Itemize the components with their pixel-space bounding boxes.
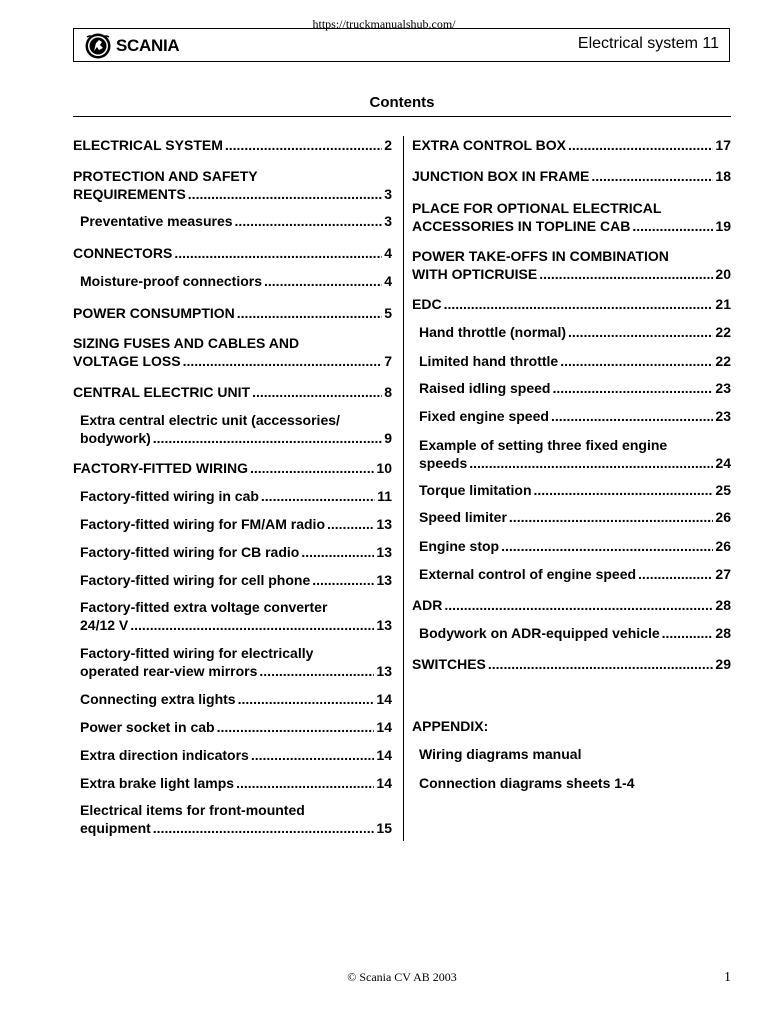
toc-page-number: 21 bbox=[715, 296, 731, 312]
toc-entry[interactable] bbox=[419, 436, 731, 472]
toc-page-number: 13 bbox=[376, 544, 392, 560]
toc-entry-title: Raised idling speed bbox=[419, 380, 551, 396]
toc-page-number: 13 bbox=[376, 663, 392, 679]
appendix-item: Wiring diagrams manual bbox=[419, 746, 582, 762]
toc-entry-title: ADR bbox=[412, 597, 443, 613]
toc-page-number: 11 bbox=[377, 488, 392, 504]
column-divider bbox=[403, 136, 404, 841]
toc-entry[interactable] bbox=[80, 411, 392, 447]
toc-entry[interactable] bbox=[412, 247, 731, 283]
toc-entry-title: equipment bbox=[80, 820, 151, 836]
toc-entry[interactable] bbox=[419, 379, 731, 397]
toc-page-number: 17 bbox=[715, 137, 731, 153]
toc-entry[interactable] bbox=[419, 537, 731, 555]
document-title: Electrical system 11 bbox=[577, 35, 719, 52]
toc-entry[interactable] bbox=[80, 718, 392, 736]
toc-entry-title: Preventative measures bbox=[80, 213, 233, 229]
dot-leader bbox=[188, 185, 382, 203]
toc-entry-title: PLACE FOR OPTIONAL ELECTRICAL bbox=[412, 200, 662, 216]
toc-entry-title: CONNECTORS bbox=[73, 245, 173, 261]
toc-page-number: 27 bbox=[715, 566, 731, 582]
dot-leader bbox=[568, 136, 713, 154]
toc-entry-title: EXTRA CONTROL BOX bbox=[412, 137, 567, 153]
document-header bbox=[73, 28, 730, 62]
toc-entry-title: Factory-fitted extra voltage converter bbox=[80, 599, 328, 615]
toc-entry-title: EDC bbox=[412, 296, 442, 312]
toc-page-number: 28 bbox=[715, 597, 731, 613]
toc-entry[interactable] bbox=[412, 136, 731, 154]
toc-entry-title: Speed limiter bbox=[419, 509, 507, 525]
dot-leader bbox=[638, 565, 713, 583]
toc-entry[interactable] bbox=[80, 598, 392, 634]
toc-entry[interactable] bbox=[412, 655, 731, 673]
toc-page-number: 3 bbox=[384, 213, 392, 229]
page-number: 1 bbox=[724, 970, 731, 985]
dot-leader bbox=[534, 481, 714, 499]
toc-entry-title: FACTORY-FITTED WIRING bbox=[73, 460, 248, 476]
toc-entry-title: Moisture-proof connectiors bbox=[80, 273, 263, 289]
dot-leader bbox=[174, 244, 382, 262]
toc-page-number: 25 bbox=[715, 482, 731, 498]
toc-page-number: 14 bbox=[376, 747, 392, 763]
toc-entry[interactable] bbox=[73, 459, 392, 477]
toc-entry-title: Electrical items for front-mounted bbox=[80, 802, 305, 818]
toc-page-number: 13 bbox=[376, 617, 392, 633]
toc-entry[interactable] bbox=[412, 295, 731, 313]
toc-entry[interactable] bbox=[73, 383, 392, 401]
toc-page-number: 19 bbox=[715, 218, 731, 234]
toc-entry-title: External control of engine speed bbox=[419, 566, 637, 582]
dot-leader bbox=[501, 537, 713, 555]
dot-leader bbox=[252, 383, 382, 401]
toc-entry[interactable] bbox=[419, 481, 731, 499]
toc-entry-title: Hand throttle (normal) bbox=[419, 324, 566, 340]
toc-entry[interactable] bbox=[419, 508, 731, 526]
toc-entry[interactable] bbox=[80, 212, 392, 230]
copyright-footer: © Scania CV AB 2003 bbox=[347, 970, 457, 984]
scania-logo bbox=[84, 32, 179, 60]
toc-page-number: 14 bbox=[376, 775, 392, 791]
toc-entry-title: Example of setting three fixed engine bbox=[419, 437, 668, 453]
toc-entry-title: speeds bbox=[419, 455, 468, 471]
toc-entry-title: ACCESSORIES IN TOPLINE CAB bbox=[412, 218, 631, 234]
dot-leader bbox=[488, 655, 714, 673]
toc-entry[interactable] bbox=[80, 543, 392, 561]
toc-entry-title: Factory-fitted wiring for electrically bbox=[80, 645, 314, 661]
toc-page-number: 23 bbox=[715, 408, 731, 424]
toc-entry-title: Power socket in cab bbox=[80, 719, 215, 735]
toc-entry[interactable] bbox=[80, 774, 392, 792]
toc-entry-title: Factory-fitted wiring for FM/AM radio bbox=[80, 516, 325, 532]
toc-entry[interactable] bbox=[80, 487, 392, 505]
toc-entry-title: Fixed engine speed bbox=[419, 408, 549, 424]
toc-entry-title: Limited hand throttle bbox=[419, 353, 559, 369]
appendix-item: Connection diagrams sheets 1-4 bbox=[419, 775, 635, 791]
toc-page-number: 4 bbox=[384, 273, 392, 289]
dot-leader bbox=[183, 352, 383, 370]
toc-entry-title: POWER CONSUMPTION bbox=[73, 305, 235, 321]
toc-entry-title: Factory-fitted wiring for CB radio bbox=[80, 544, 300, 560]
toc-entry-title: Torque limitation bbox=[419, 482, 532, 498]
toc-entry-title: SWITCHES bbox=[412, 656, 486, 672]
dot-leader bbox=[153, 819, 375, 837]
toc-page-number: 22 bbox=[715, 324, 731, 340]
toc-page-number: 4 bbox=[384, 245, 392, 261]
logo-text: SCANIA bbox=[116, 36, 180, 55]
dot-leader bbox=[662, 624, 714, 642]
appendix-title: APPENDIX: bbox=[412, 718, 489, 734]
dot-leader bbox=[238, 690, 375, 708]
dot-leader bbox=[568, 323, 713, 341]
toc-entry-title: Bodywork on ADR-equipped vehicle bbox=[419, 625, 660, 641]
toc-page-number: 29 bbox=[715, 656, 731, 672]
toc-entry-title: CENTRAL ELECTRIC UNIT bbox=[73, 384, 251, 400]
toc-entry[interactable] bbox=[419, 323, 731, 341]
toc-page-number: 22 bbox=[715, 353, 731, 369]
toc-entry[interactable] bbox=[419, 624, 731, 642]
dot-leader bbox=[591, 167, 713, 185]
toc-entry-title: REQUIREMENTS bbox=[73, 186, 186, 202]
dot-leader bbox=[261, 487, 375, 505]
toc-page-number: 9 bbox=[384, 430, 392, 446]
toc-entry-title: Factory-fitted wiring for cell phone bbox=[80, 572, 311, 588]
dot-leader bbox=[632, 217, 713, 235]
toc-entry[interactable] bbox=[80, 746, 392, 764]
toc-entry[interactable] bbox=[80, 801, 392, 837]
toc-page-number: 8 bbox=[384, 384, 392, 400]
toc-entry[interactable] bbox=[80, 644, 392, 680]
toc-entry[interactable] bbox=[80, 272, 392, 290]
toc-entry[interactable] bbox=[73, 136, 392, 154]
dot-leader bbox=[551, 407, 713, 425]
toc-page-number: 26 bbox=[715, 509, 731, 525]
dot-leader bbox=[312, 571, 374, 589]
toc-entry-title: ELECTRICAL SYSTEM bbox=[73, 137, 223, 153]
toc-page-number: 7 bbox=[384, 353, 392, 369]
dot-leader bbox=[217, 718, 375, 736]
heading-rule bbox=[73, 116, 731, 117]
toc-entry-title: bodywork) bbox=[80, 430, 151, 446]
toc-page-number: 28 bbox=[715, 625, 731, 641]
toc-page-number: 5 bbox=[384, 305, 392, 321]
toc-entry[interactable] bbox=[419, 565, 731, 583]
toc-entry-title: Extra direction indicators bbox=[80, 747, 249, 763]
dot-leader bbox=[250, 459, 374, 477]
toc-page-number: 13 bbox=[376, 572, 392, 588]
dot-leader bbox=[153, 429, 382, 447]
toc-entry[interactable] bbox=[73, 334, 392, 370]
dot-leader bbox=[444, 295, 714, 313]
toc-page-number: 13 bbox=[376, 516, 392, 532]
toc-page-number: 26 bbox=[715, 538, 731, 554]
dot-leader bbox=[236, 774, 374, 792]
toc-page-number: 15 bbox=[376, 820, 392, 836]
toc-page-number: 14 bbox=[376, 691, 392, 707]
toc-entry[interactable] bbox=[412, 596, 731, 614]
source-url: https://truckmanualshub.com/ bbox=[312, 17, 456, 31]
toc-entry[interactable] bbox=[80, 515, 392, 533]
toc-entry-title: VOLTAGE LOSS bbox=[73, 353, 181, 369]
dot-leader bbox=[444, 596, 713, 614]
toc-entry[interactable] bbox=[412, 199, 731, 235]
dot-leader bbox=[251, 746, 375, 764]
toc-entry[interactable] bbox=[419, 407, 731, 425]
dot-leader bbox=[469, 454, 713, 472]
dot-leader bbox=[509, 508, 714, 526]
dot-leader bbox=[225, 136, 382, 154]
toc-page-number: 2 bbox=[384, 137, 392, 153]
toc-entry-title: 24/12 V bbox=[80, 617, 129, 633]
toc-page-number: 20 bbox=[715, 266, 731, 282]
toc-page-number: 3 bbox=[384, 186, 392, 202]
toc-entry-title: Extra brake light lamps bbox=[80, 775, 235, 791]
toc-entry-title: operated rear-view mirrors bbox=[80, 663, 258, 679]
contents-heading: Contents bbox=[369, 94, 435, 111]
toc-entry[interactable] bbox=[80, 571, 392, 589]
dot-leader bbox=[259, 662, 374, 680]
toc-page-number: 23 bbox=[715, 380, 731, 396]
toc-entry-title: PROTECTION AND SAFETY bbox=[73, 168, 258, 184]
toc-entry-title: WITH OPTICRUISE bbox=[412, 266, 538, 282]
dot-leader bbox=[235, 212, 383, 230]
toc-entry[interactable] bbox=[73, 244, 392, 262]
toc-entry-title: POWER TAKE-OFFS IN COMBINATION bbox=[412, 248, 669, 264]
toc-entry-title: Engine stop bbox=[419, 538, 500, 554]
dot-leader bbox=[539, 265, 713, 283]
dot-leader bbox=[237, 304, 382, 322]
dot-leader bbox=[130, 616, 374, 634]
toc-entry[interactable] bbox=[73, 167, 392, 203]
dot-leader bbox=[327, 515, 374, 533]
toc-entry[interactable] bbox=[419, 352, 731, 370]
toc-page-number: 10 bbox=[376, 460, 392, 476]
dot-leader bbox=[301, 543, 374, 561]
toc-entry-title: JUNCTION BOX IN FRAME bbox=[412, 168, 590, 184]
toc-entry[interactable] bbox=[412, 167, 731, 185]
toc-entry-title: Connecting extra lights bbox=[80, 691, 236, 707]
dot-leader bbox=[264, 272, 382, 290]
griffin-emblem-icon bbox=[84, 32, 112, 60]
toc-page-number: 18 bbox=[715, 168, 731, 184]
toc-entry[interactable] bbox=[80, 690, 392, 708]
toc-entry-title: SIZING FUSES AND CABLES AND bbox=[73, 335, 300, 351]
toc-entry[interactable] bbox=[73, 304, 392, 322]
toc-entry-title: Factory-fitted wiring in cab bbox=[80, 488, 259, 504]
toc-entry-title: Extra central electric unit (accessories/ bbox=[80, 412, 340, 428]
dot-leader bbox=[560, 352, 713, 370]
toc-page-number: 24 bbox=[715, 455, 731, 471]
dot-leader bbox=[552, 379, 713, 397]
toc-page-number: 14 bbox=[376, 719, 392, 735]
